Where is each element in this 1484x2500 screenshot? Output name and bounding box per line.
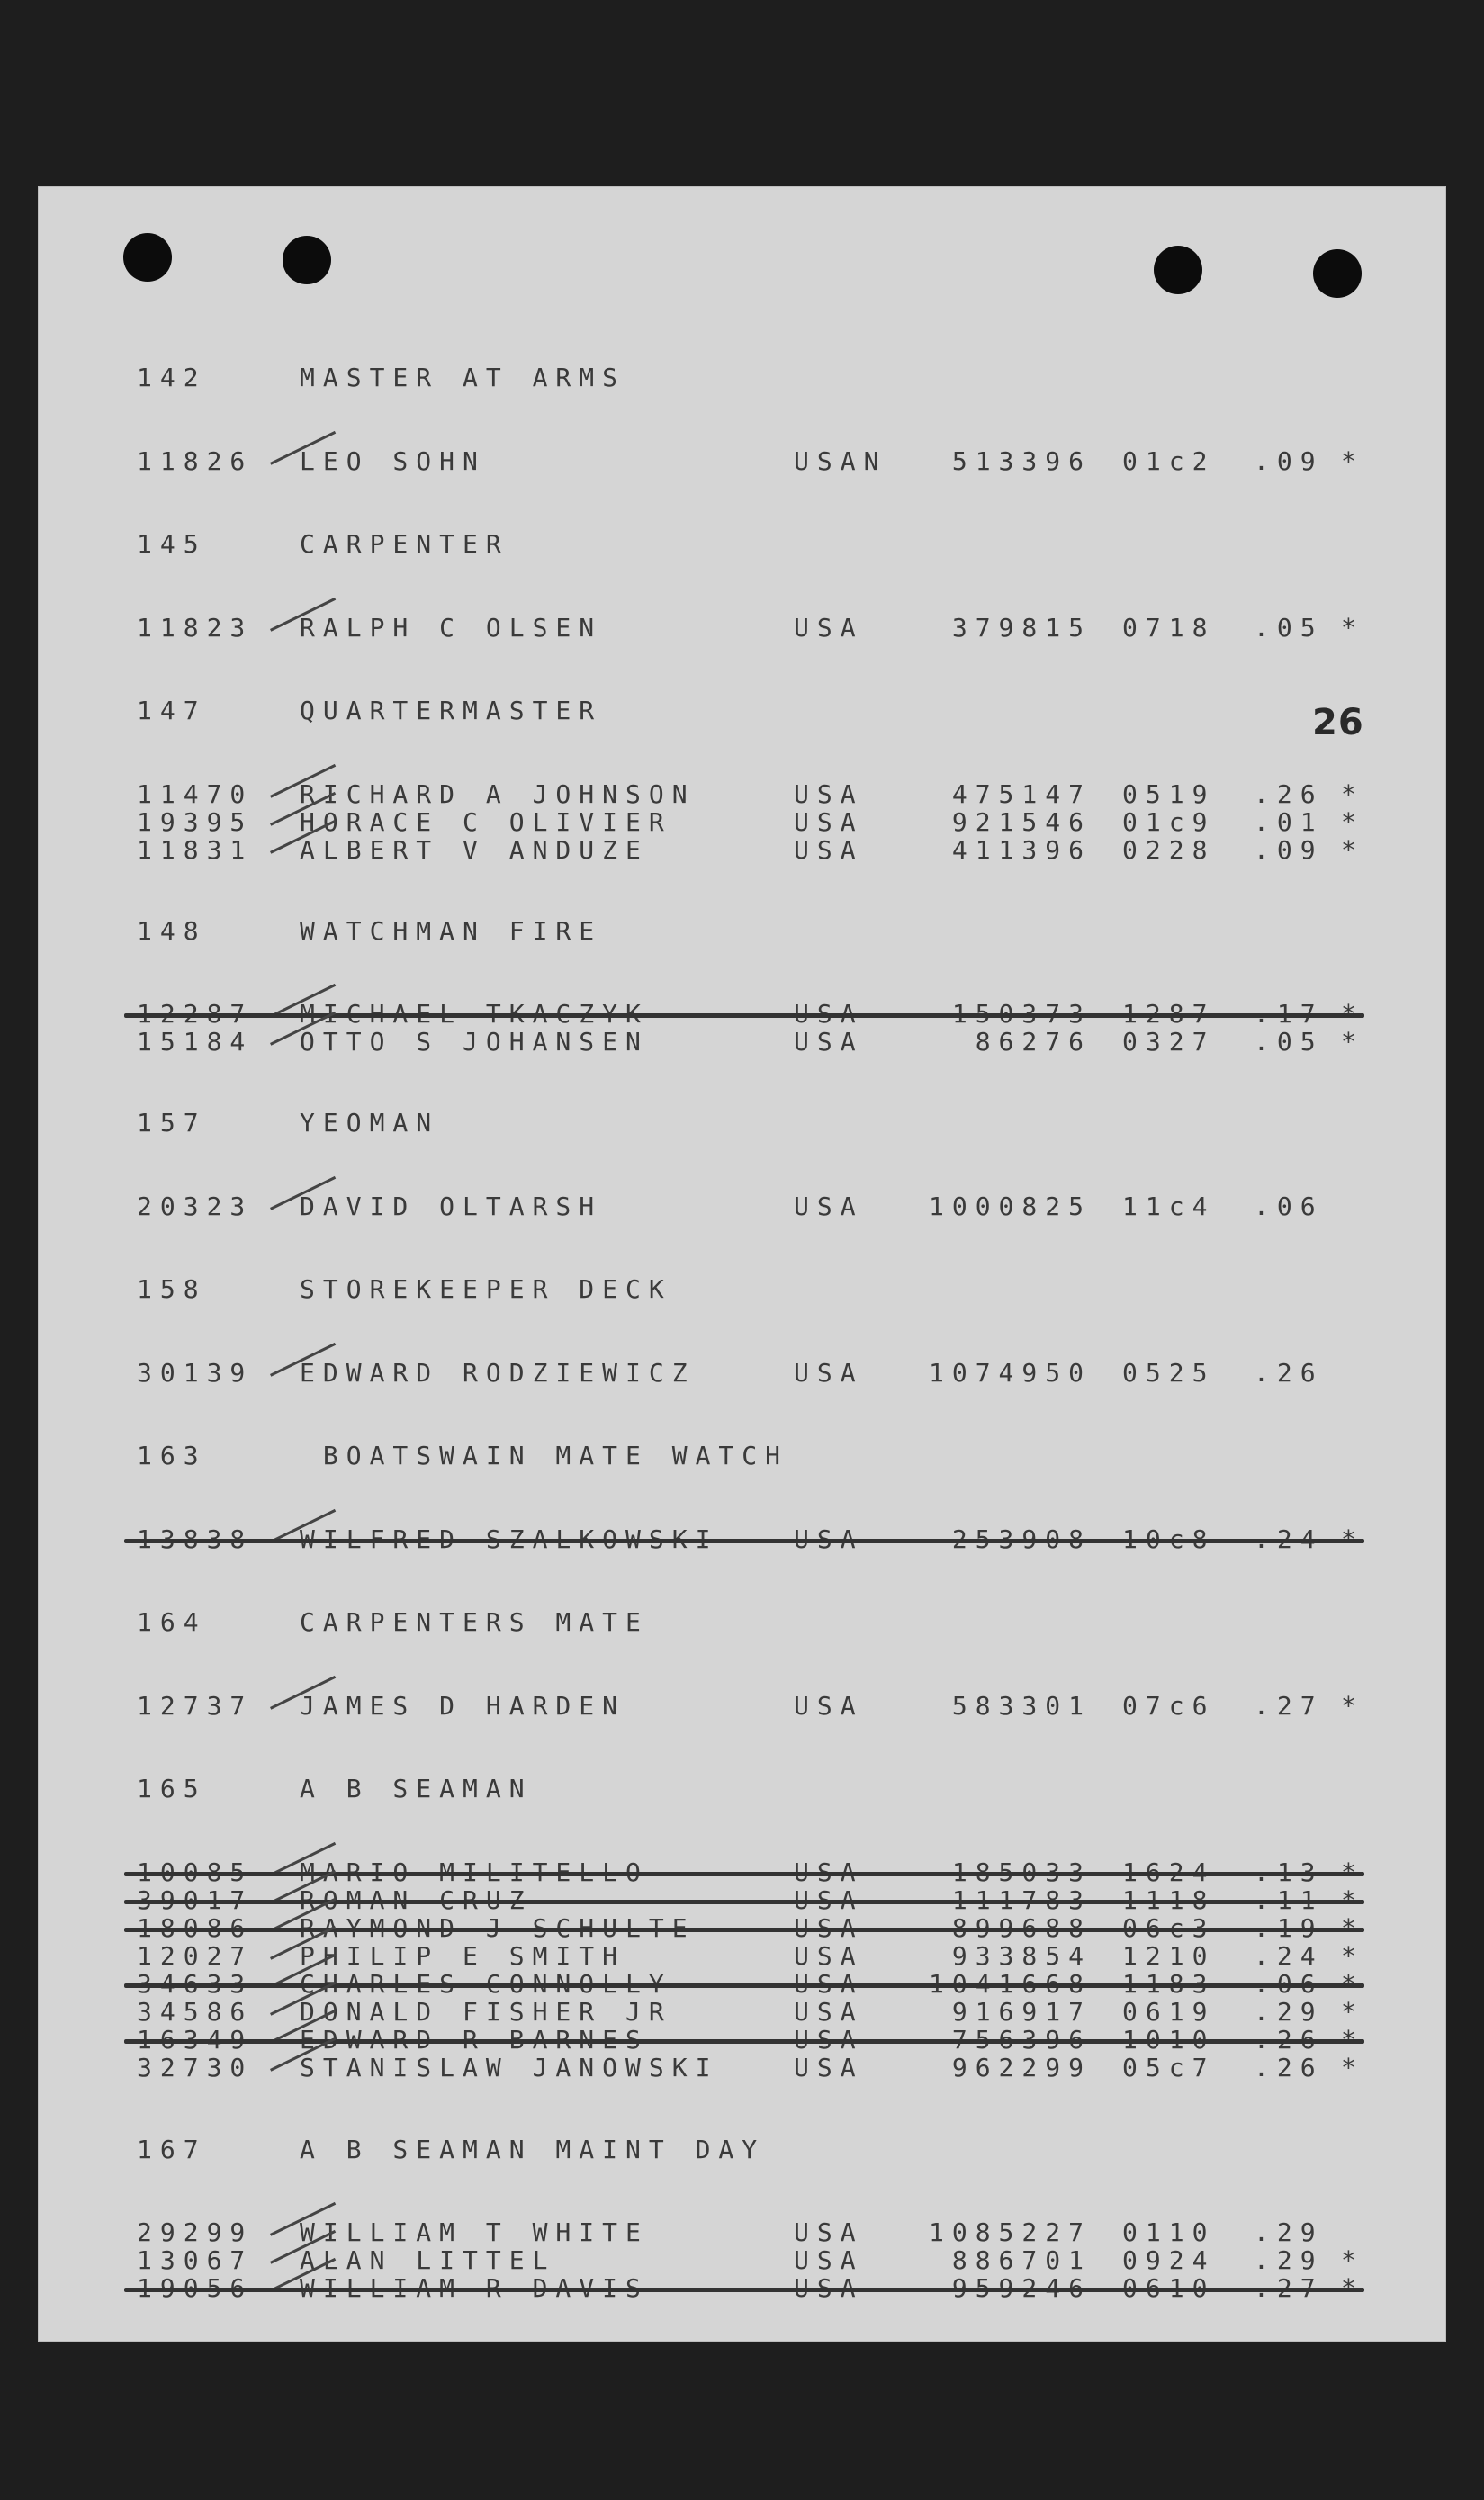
entry-rate: .27 bbox=[1254, 1691, 1324, 1721]
entry-rate: .09 bbox=[1254, 835, 1324, 865]
entry-rate: .29 bbox=[1254, 1997, 1324, 2027]
entry-number: 12737 bbox=[137, 1691, 254, 1721]
strikethrough-line bbox=[124, 1872, 1364, 1876]
entry-asterisk: * bbox=[1341, 807, 1364, 837]
entry-account: 1085227 bbox=[928, 2217, 1092, 2247]
entry-number: 11826 bbox=[137, 446, 254, 476]
strikethrough-line bbox=[124, 1013, 1364, 1018]
entry-rate: .05 bbox=[1254, 1027, 1324, 1057]
entry-date: 07c6 bbox=[1122, 1691, 1216, 1721]
entry-date: 0110 bbox=[1122, 2217, 1216, 2247]
entry-account: 379815 bbox=[951, 613, 1092, 643]
entry-number: 32730 bbox=[137, 2053, 254, 2082]
entry-number: 20323 bbox=[137, 1192, 254, 1221]
entry-account: 1000825 bbox=[928, 1192, 1092, 1221]
section-code: 157 bbox=[137, 1108, 207, 1138]
entry-name: PHILIP E SMITH bbox=[300, 1941, 626, 1971]
entry-account: 513396 bbox=[951, 446, 1092, 476]
strikethrough-line bbox=[124, 1900, 1364, 1904]
punch-hole-right-2 bbox=[1313, 249, 1362, 298]
section-title: WATCHMAN FIRE bbox=[300, 916, 603, 946]
entry-date: 01c2 bbox=[1122, 446, 1216, 476]
entry-number: 12027 bbox=[137, 1941, 254, 1971]
entry-name: LEO SOHN bbox=[300, 446, 486, 476]
entry-account: 921546 bbox=[951, 807, 1092, 837]
strikethrough-line bbox=[124, 1928, 1364, 1932]
entry-date: 05c7 bbox=[1122, 2053, 1216, 2082]
section-title: MASTER AT ARMS bbox=[300, 363, 626, 392]
entry-citizenship: USA bbox=[794, 2245, 864, 2275]
entry-number: 19395 bbox=[137, 807, 254, 837]
punch-hole-right-1 bbox=[1154, 246, 1202, 294]
entry-number: 29299 bbox=[137, 2217, 254, 2247]
entry-rate: .01 bbox=[1254, 807, 1324, 837]
strikethrough-line bbox=[124, 1983, 1364, 1988]
entry-citizenship: USA bbox=[794, 1027, 864, 1057]
entry-citizenship: USAN bbox=[794, 446, 887, 476]
entry-asterisk: * bbox=[1341, 1997, 1364, 2027]
entry-name: EDWARD RODZIEWICZ bbox=[300, 1358, 696, 1388]
entry-date: 01c9 bbox=[1122, 807, 1216, 837]
entry-asterisk: * bbox=[1341, 2245, 1364, 2275]
section-code: 142 bbox=[137, 363, 207, 392]
entry-date: 0327 bbox=[1122, 1027, 1216, 1057]
entry-number: 11470 bbox=[137, 779, 254, 809]
entry-name: STANISLAW JANOWSKI bbox=[300, 2053, 719, 2082]
entry-rate: .05 bbox=[1254, 613, 1324, 643]
section-code: 145 bbox=[137, 529, 207, 559]
entry-citizenship: USA bbox=[794, 1358, 864, 1388]
entry-account: 583301 bbox=[951, 1691, 1092, 1721]
section-code: 158 bbox=[137, 1274, 207, 1304]
entry-date: 0519 bbox=[1122, 779, 1216, 809]
strikethrough-line bbox=[124, 1539, 1364, 1543]
entry-citizenship: USA bbox=[794, 835, 864, 865]
entry-account: 886701 bbox=[951, 2245, 1092, 2275]
section-code: 148 bbox=[137, 916, 207, 946]
entry-account: 86276 bbox=[975, 1027, 1092, 1057]
entry-asterisk: * bbox=[1341, 1691, 1364, 1721]
section-code: 165 bbox=[137, 1774, 207, 1803]
punch-hole-left-2 bbox=[283, 236, 331, 284]
entry-account: 475147 bbox=[951, 779, 1092, 809]
section-code: 147 bbox=[137, 696, 207, 725]
entry-date: 0924 bbox=[1122, 2245, 1216, 2275]
section-title: CARPENTER bbox=[300, 529, 509, 559]
entry-name: DONALD FISHER JR bbox=[300, 1997, 672, 2027]
entry-name: OTTO S JOHANSEN bbox=[300, 1027, 649, 1057]
entry-asterisk: * bbox=[1341, 613, 1364, 643]
entry-number: 11823 bbox=[137, 613, 254, 643]
entry-account: 933854 bbox=[951, 1941, 1092, 1971]
entry-date: 0718 bbox=[1122, 613, 1216, 643]
section-code: 163 bbox=[137, 1441, 207, 1470]
entry-rate: .29 bbox=[1254, 2217, 1324, 2247]
entry-rate: .26 bbox=[1254, 779, 1324, 809]
entry-rate: .29 bbox=[1254, 2245, 1324, 2275]
entry-asterisk: * bbox=[1341, 1941, 1364, 1971]
entry-rate: .26 bbox=[1254, 2053, 1324, 2082]
section-title: A B SEAMAN bbox=[300, 1774, 533, 1803]
entry-date: 1210 bbox=[1122, 1941, 1216, 1971]
entry-citizenship: USA bbox=[794, 2053, 864, 2082]
entry-citizenship: USA bbox=[794, 613, 864, 643]
entry-rate: .24 bbox=[1254, 1941, 1324, 1971]
entry-date: 11c4 bbox=[1122, 1192, 1216, 1221]
page-number: 26 bbox=[1312, 702, 1364, 743]
entry-date: 0228 bbox=[1122, 835, 1216, 865]
entry-account: 1074950 bbox=[928, 1358, 1092, 1388]
entry-date: 0619 bbox=[1122, 1997, 1216, 2027]
entry-name: HORACE C OLIVIER bbox=[300, 807, 672, 837]
section-title: STOREKEEPER DECK bbox=[300, 1274, 672, 1304]
entry-account: 916917 bbox=[951, 1997, 1092, 2027]
punch-hole-left-1 bbox=[123, 233, 172, 282]
entry-citizenship: USA bbox=[794, 1192, 864, 1221]
entry-asterisk: * bbox=[1341, 1027, 1364, 1057]
entry-name: ALBERT V ANDUZE bbox=[300, 835, 649, 865]
entry-number: 15184 bbox=[137, 1027, 254, 1057]
entry-citizenship: USA bbox=[794, 1997, 864, 2027]
entry-name: RICHARD A JOHNSON bbox=[300, 779, 696, 809]
entry-number: 13067 bbox=[137, 2245, 254, 2275]
entry-asterisk: * bbox=[1341, 446, 1364, 476]
entry-number: 11831 bbox=[137, 835, 254, 865]
section-title: BOATSWAIN MATE WATCH bbox=[300, 1441, 789, 1470]
entry-name: JAMES D HARDEN bbox=[300, 1691, 626, 1721]
entry-asterisk: * bbox=[1341, 779, 1364, 809]
entry-name: RALPH C OLSEN bbox=[300, 613, 603, 643]
section-title: YEOMAN bbox=[300, 1108, 440, 1138]
entry-number: 34586 bbox=[137, 1997, 254, 2027]
entry-citizenship: USA bbox=[794, 1691, 864, 1721]
entry-citizenship: USA bbox=[794, 1941, 864, 1971]
entry-citizenship: USA bbox=[794, 779, 864, 809]
entry-account: 962299 bbox=[951, 2053, 1092, 2082]
entry-number: 30139 bbox=[137, 1358, 254, 1388]
entry-name: DAVID OLTARSH bbox=[300, 1192, 603, 1221]
entry-name: WILLIAM T WHITE bbox=[300, 2217, 649, 2247]
section-code: 164 bbox=[137, 1607, 207, 1637]
strikethrough-line bbox=[124, 2039, 1364, 2044]
strikethrough-line bbox=[124, 2288, 1364, 2292]
entry-account: 411396 bbox=[951, 835, 1092, 865]
entry-rate: .06 bbox=[1254, 1192, 1324, 1221]
entry-date: 0525 bbox=[1122, 1358, 1216, 1388]
section-title: A B SEAMAN MAINT DAY bbox=[300, 2135, 766, 2164]
entry-citizenship: USA bbox=[794, 2217, 864, 2247]
section-title: CARPENTERS MATE bbox=[300, 1607, 649, 1637]
entry-rate: .26 bbox=[1254, 1358, 1324, 1388]
entry-rate: .09 bbox=[1254, 446, 1324, 476]
section-code: 167 bbox=[137, 2135, 207, 2164]
entry-citizenship: USA bbox=[794, 807, 864, 837]
section-title: QUARTERMASTER bbox=[300, 696, 603, 725]
entry-asterisk: * bbox=[1341, 835, 1364, 865]
entry-asterisk: * bbox=[1341, 2053, 1364, 2082]
entry-name: ALAN LITTEL bbox=[300, 2245, 556, 2275]
